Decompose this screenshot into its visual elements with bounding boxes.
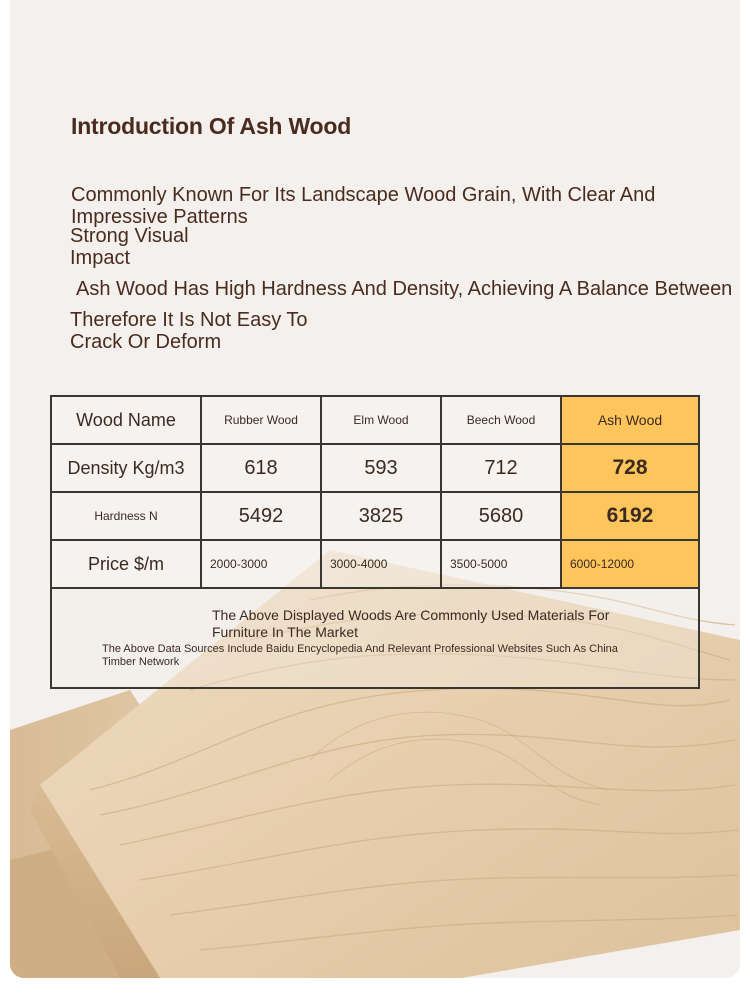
table-row-density — [51, 444, 699, 492]
table-cell: 3825 — [321, 492, 441, 540]
table-cell: Elm Wood — [321, 396, 441, 444]
table-row-hardness — [51, 492, 699, 540]
note-source-text: The Above Data Sources Include Baidu Encyclopedia And Relevant Professional Websites Such As China Timber Network — [102, 643, 618, 668]
table-row-header: Hardness N — [51, 492, 201, 540]
intro-paragraph-grain: Commonly Known For Its Landscape Wood Grain, With Clear And Impressive Patterns — [71, 184, 656, 228]
table-cell: 712 — [441, 444, 561, 492]
table-cell: 5492 — [201, 492, 321, 540]
table-cell: 618 — [201, 444, 321, 492]
table-row-header: Density Kg/m3 — [51, 444, 201, 492]
table-note — [51, 588, 699, 688]
table-cell-highlight: 6000-12000 — [561, 540, 699, 588]
table-row-header: Wood Name — [51, 396, 201, 444]
intro-paragraph-impact: Strong Visual Impact — [70, 225, 189, 269]
note-main-text: The Above Displayed Woods Are Commonly Used Materials For Furniture In The Market — [212, 607, 610, 640]
intro-paragraph-hardness: Ash Wood Has High Hardness And Density, Achieving A Balance Between — [76, 278, 733, 300]
wood-comparison-table — [50, 395, 700, 689]
table-cell-highlight: 6192 — [561, 492, 699, 540]
table-cell: 2000-3000 — [201, 540, 321, 588]
table-row-note — [51, 588, 699, 688]
table-cell: Rubber Wood — [201, 396, 321, 444]
product-panel — [10, 0, 740, 978]
table-row-header: Price $/m — [51, 540, 201, 588]
table-cell: Beech Wood — [441, 396, 561, 444]
table-row-price — [51, 540, 699, 588]
table-cell: 593 — [321, 444, 441, 492]
table-cell: 5680 — [441, 492, 561, 540]
table-row-wood-name — [51, 396, 699, 444]
intro-paragraph-deform: Therefore It Is Not Easy To Crack Or Deform — [70, 309, 308, 353]
page-title: Introduction Of Ash Wood — [71, 113, 352, 139]
table-cell: 3000-4000 — [321, 540, 441, 588]
table-cell-highlight: Ash Wood — [561, 396, 699, 444]
table-cell: 3500-5000 — [441, 540, 561, 588]
table-cell-highlight: 728 — [561, 444, 699, 492]
